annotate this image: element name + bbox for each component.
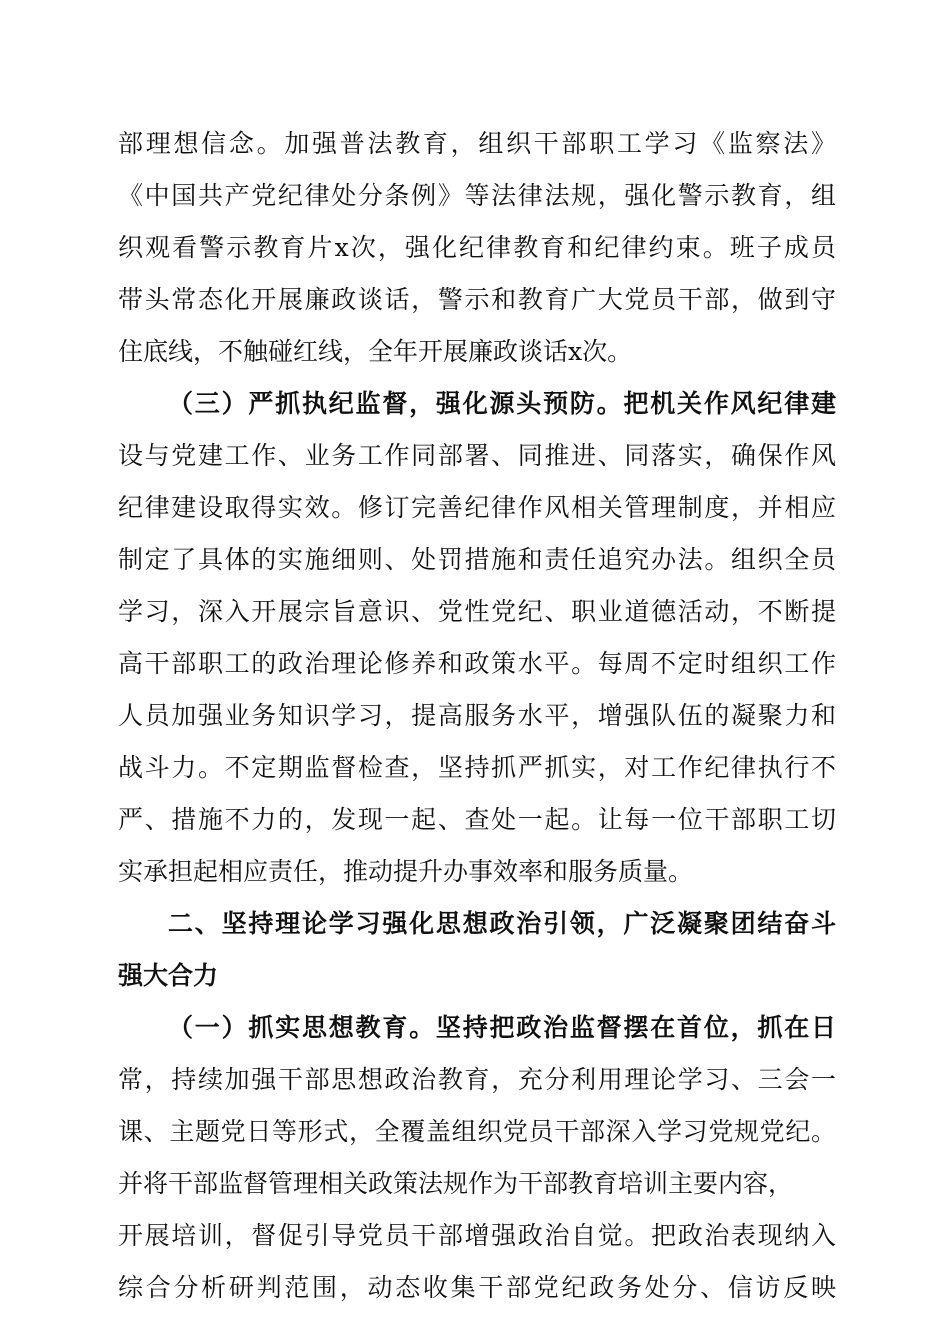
paragraph-line: 学习，深入开展宗旨意识、党性党纪、职业道德活动，不断提 [118, 597, 836, 626]
paragraph-line: 《中国共产党纪律处分条例》等法律法规，强化警示教育，组 [118, 181, 836, 210]
subsection-lead-line: （三）严抓执纪监督，强化源头预防。把机关作风纪律建 [168, 389, 836, 418]
paragraph-line: 实承担起相应责任，推动提升办事效率和服务质量。 [118, 857, 694, 886]
paragraph-line: 带头常态化开展廉政谈话，警示和教育广大党员干部，做到守 [118, 285, 836, 314]
paragraph-line: 开展培训，督促引导党员干部增强政治自觉。把政治表现纳入 [118, 1221, 836, 1250]
document-page [118, 118, 836, 1314]
paragraph-line: 织观看警示教育片x次，强化纪律教育和纪律约束。班子成员 [118, 233, 836, 262]
section-heading-continued: 强大合力 [118, 961, 219, 990]
paragraph-line: 人员加强业务知识学习，提高服务水平，增强队伍的凝聚力和 [118, 701, 836, 730]
paragraph-line: 部理想信念。加强普法教育，组织干部职工学习《监察法》 [118, 129, 836, 158]
section-heading: 二、坚持理论学习强化思想政治引领，广泛凝聚团结奋斗 [168, 909, 836, 938]
paragraph-line: 住底线，不触碰红线，全年开展廉政谈话x次。 [118, 337, 633, 366]
paragraph-line: 严、措施不力的，发现一起、查处一起。让每一位干部职工切 [118, 805, 836, 834]
paragraph-line: 课、主题党日等形式，全覆盖组织党员干部深入学习党规党纪。 [118, 1117, 836, 1146]
paragraph-line: 高干部职工的政治理论修养和政策水平。每周不定时组织工作 [118, 649, 836, 678]
paragraph-line: 纪律建设取得实效。修订完善纪律作风相关管理制度，并相应 [118, 493, 836, 522]
paragraph-line: 设与党建工作、业务工作同部署、同推进、同落实，确保作风 [118, 441, 836, 470]
paragraph-line: 常，持续加强干部思想政治教育，充分利用理论学习、三会一 [118, 1065, 836, 1094]
paragraph-line: 战斗力。不定期监督检查，坚持抓严抓实，对工作纪律执行不 [118, 753, 836, 782]
paragraph-line: 制定了具体的实施细则、处罚措施和责任追究办法。组织全员 [118, 545, 836, 574]
subsection-lead-line: （一）抓实思想教育。坚持把政治监督摆在首位，抓在日 [168, 1013, 836, 1042]
paragraph-line: 综合分析研判范围，动态收集干部党纪政务处分、信访反映 [118, 1273, 836, 1302]
paragraph-line: 并将干部监督管理相关政策法规作为干部教育培训主要内容， [118, 1169, 794, 1198]
